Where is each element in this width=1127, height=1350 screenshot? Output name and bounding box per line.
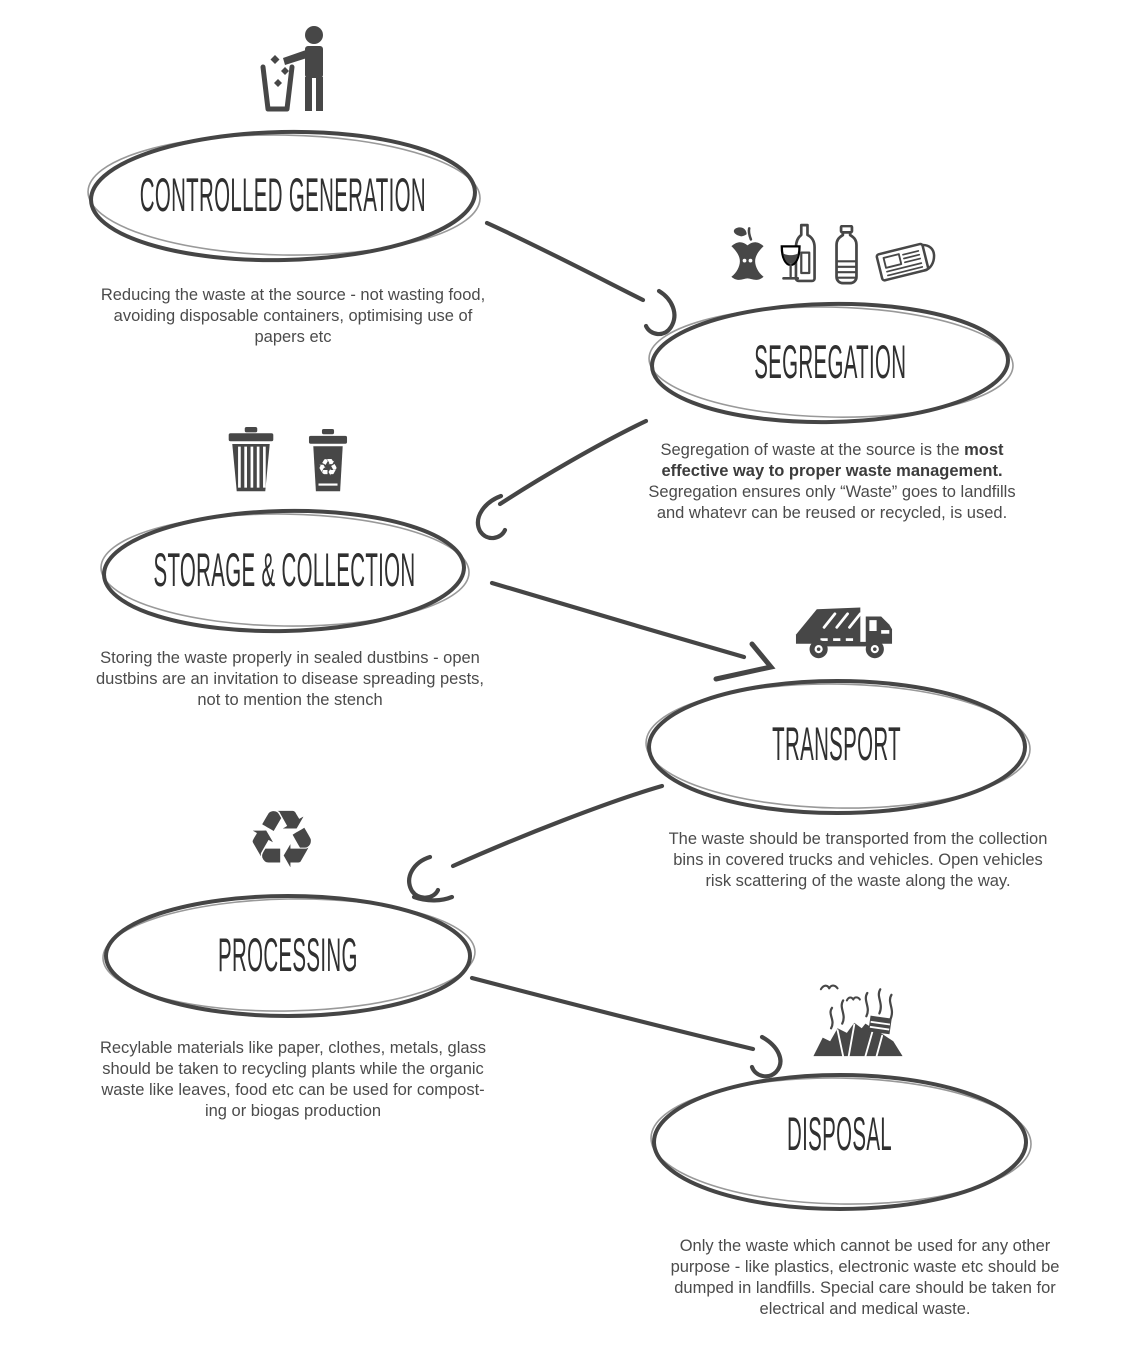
garbage-truck-icon (792, 602, 896, 665)
dustbin-icons (226, 432, 351, 498)
desc-line: Reducing the waste at the source - not wasting food, (100, 286, 486, 304)
desc-line: not to mention the stench (197, 691, 383, 709)
newspaper-icon (874, 237, 940, 290)
stage-desc-disposal (655, 1236, 1075, 1320)
desc-line: purpose - like plastics, electronic waste etc should be (670, 1258, 1060, 1276)
stage-title-storage-collection: STORAGE & COLLECTION (152, 543, 416, 597)
waste-type-icons (728, 224, 964, 290)
svg-text:♻: ♻ (317, 453, 339, 482)
desc-line: ing or biogas production (204, 1102, 382, 1120)
arrow-segregation-to-storage (478, 421, 646, 538)
apple-core-icon (728, 226, 767, 290)
person-littering-icon (260, 26, 338, 117)
stage-title-controlled-generation: CONTROLLED GENERATION (139, 168, 427, 222)
stage-desc-controlled-generation (83, 285, 503, 348)
desc-line: waste like leaves, food etc can be used for compost- (101, 1081, 485, 1099)
plastic-bottle-icon (832, 225, 861, 290)
desc-line: avoiding disposable containers, optimising use of (113, 307, 473, 325)
arrow-generation-to-segregation (487, 223, 674, 334)
arrow-storage-to-transport (492, 583, 771, 679)
recycling-symbol-icon: ♻ (246, 793, 318, 886)
desc-line: electrical and medical waste. (759, 1300, 971, 1318)
stage-desc-segregation (622, 440, 1042, 524)
trash-bin-icon (226, 427, 276, 498)
recycle-bin-icon (305, 429, 351, 498)
desc-line: papers etc (254, 328, 332, 346)
stage-title-disposal: DISPOSAL (787, 1107, 893, 1161)
desc-line: effective way to proper waste management. (661, 462, 1003, 480)
desc-line: Only the waste which cannot be used for any other (679, 1237, 1051, 1255)
desc-line: should be taken to recycling plants while the organic (102, 1060, 484, 1078)
desc-line: Segregation of waste at the source is the most (660, 441, 1004, 459)
desc-line: bins in covered trucks and vehicles. Open vehicles (673, 851, 1043, 869)
desc-line: dumped in landfills. Special care should be taken for (674, 1279, 1056, 1297)
desc-line: and whatevr can be reused or recycled, is used. (656, 504, 1008, 522)
stage-desc-transport (648, 829, 1068, 892)
desc-line: dustbins are an invitation to disease spreading pests, (96, 670, 484, 688)
desc-line: Storing the waste properly in sealed dustbins - open (100, 649, 480, 667)
wine-bottle-glass-icon (780, 222, 819, 290)
desc-line: The waste should be transported from the collection (668, 830, 1048, 848)
desc-line: risk scattering of the waste along the way. (705, 872, 1011, 890)
desc-line: Segregation ensures only “Waste” goes to landfills (648, 483, 1016, 501)
stage-title-processing: PROCESSING (218, 928, 358, 982)
stage-desc-storage-collection (80, 648, 500, 711)
landfill-smoke-icon (810, 980, 906, 1063)
stage-title-segregation: SEGREGATION (753, 335, 907, 389)
arrow-processing-to-disposal (472, 978, 780, 1076)
arrow-transport-to-processing (409, 786, 662, 900)
stage-title-transport: TRANSPORT (772, 717, 902, 771)
desc-line: Recylable materials like paper, clothes, metals, glass (99, 1039, 487, 1057)
stage-desc-processing (83, 1038, 503, 1122)
